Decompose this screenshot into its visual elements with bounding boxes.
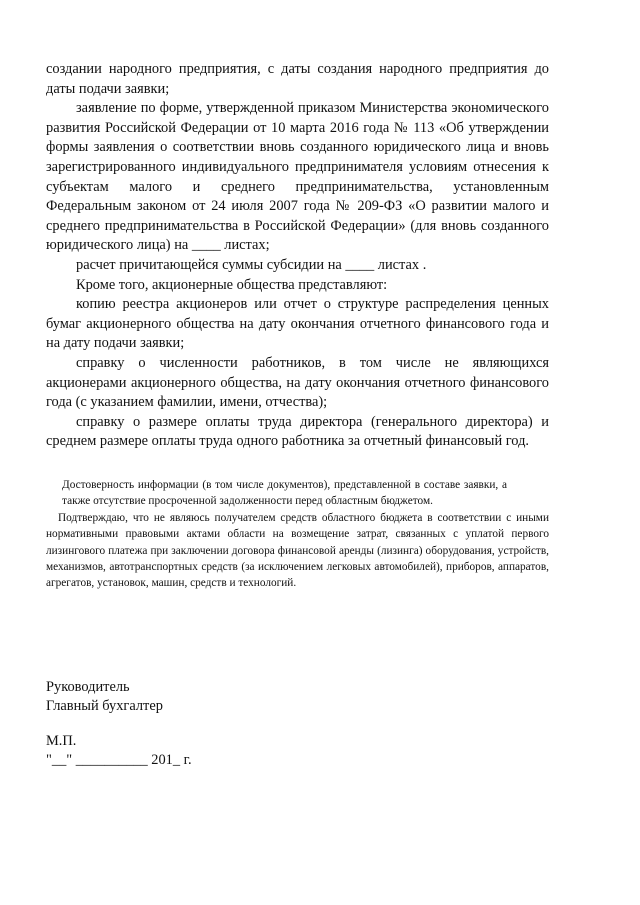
signature-head-label: Руководитель xyxy=(46,679,130,695)
paragraph-salary-info: справку о размере оплаты труда директора (генерального директора) и среднем размере оплаты труда одного работника за отчетный финансовый год. xyxy=(46,413,549,450)
paragraph-application-form: заявление по форме, утвержденной приказом Министерства экономического развития Российской Федерации от 10 марта 2016 года № 113 «Об утверждении формы заявления о соответствии вновь созданного юридического лица и вновь зарегистрированного индивидуального предпринимателя условиям отнесения к субъектам малого и среднего предпринимательства, установленным Федеральным законом от 24 июля 2007 года № 209-ФЗ «О развитии малого и среднего предпринимательства в Российской Федерации» (для вновь созданного юридического лица) на ____ листах; xyxy=(46,100,549,254)
stamp-block xyxy=(46,732,192,770)
paragraph-shareholder-registry: копию реестра акционеров или отчет о структуре распределения ценных бумаг акционерного общества на дату окончания отчетного финансового года и на дату подачи заявки; xyxy=(46,296,549,352)
paragraph-employee-count: справку о численности работников, в том числе не являющихся акционерами акционерного общества, на дату окончания отчетного финансового года (с указанием фамилии, имени, отчества); xyxy=(46,354,549,411)
confirmation-reliability: Достоверность информации (в том числе документов), представленной в составе заявки, а также отсутствие просроченной задолженности перед областным бюджетом. xyxy=(62,479,507,508)
paragraph-continuation: создании народного предприятия, с даты создания народного предприятия до даты подачи заявки; xyxy=(46,61,549,97)
requirements-text xyxy=(46,60,549,452)
paragraph-joint-stock-intro: Кроме того, акционерные общества представляют: xyxy=(76,276,388,293)
confirmation-block xyxy=(46,477,549,592)
signature-block xyxy=(46,678,163,716)
paragraph-subsidy-calculation: расчет причитающейся суммы субсидии на ____ листах . xyxy=(76,256,427,273)
confirmation-not-recipient: Подтверждаю, что не являюсь получателем средств областного бюджета в соответствии с иными нормативными правовыми актами области на возмещение затрат, связанных с уплатой первого лизингового платежа при заключении договора финансовой аренды (лизинга) оборудования, устройств, механизмов, автотранспортных средств (за исключением легковых автомобилей), приборов, аппаратов, агрегатов, установок, машин, средств и технологий. xyxy=(46,511,549,590)
date-line: "__" __________ 201_ г. xyxy=(46,752,192,768)
stamp-place-label: М.П. xyxy=(46,733,77,749)
signature-accountant-label: Главный бухгалтер xyxy=(46,698,163,714)
